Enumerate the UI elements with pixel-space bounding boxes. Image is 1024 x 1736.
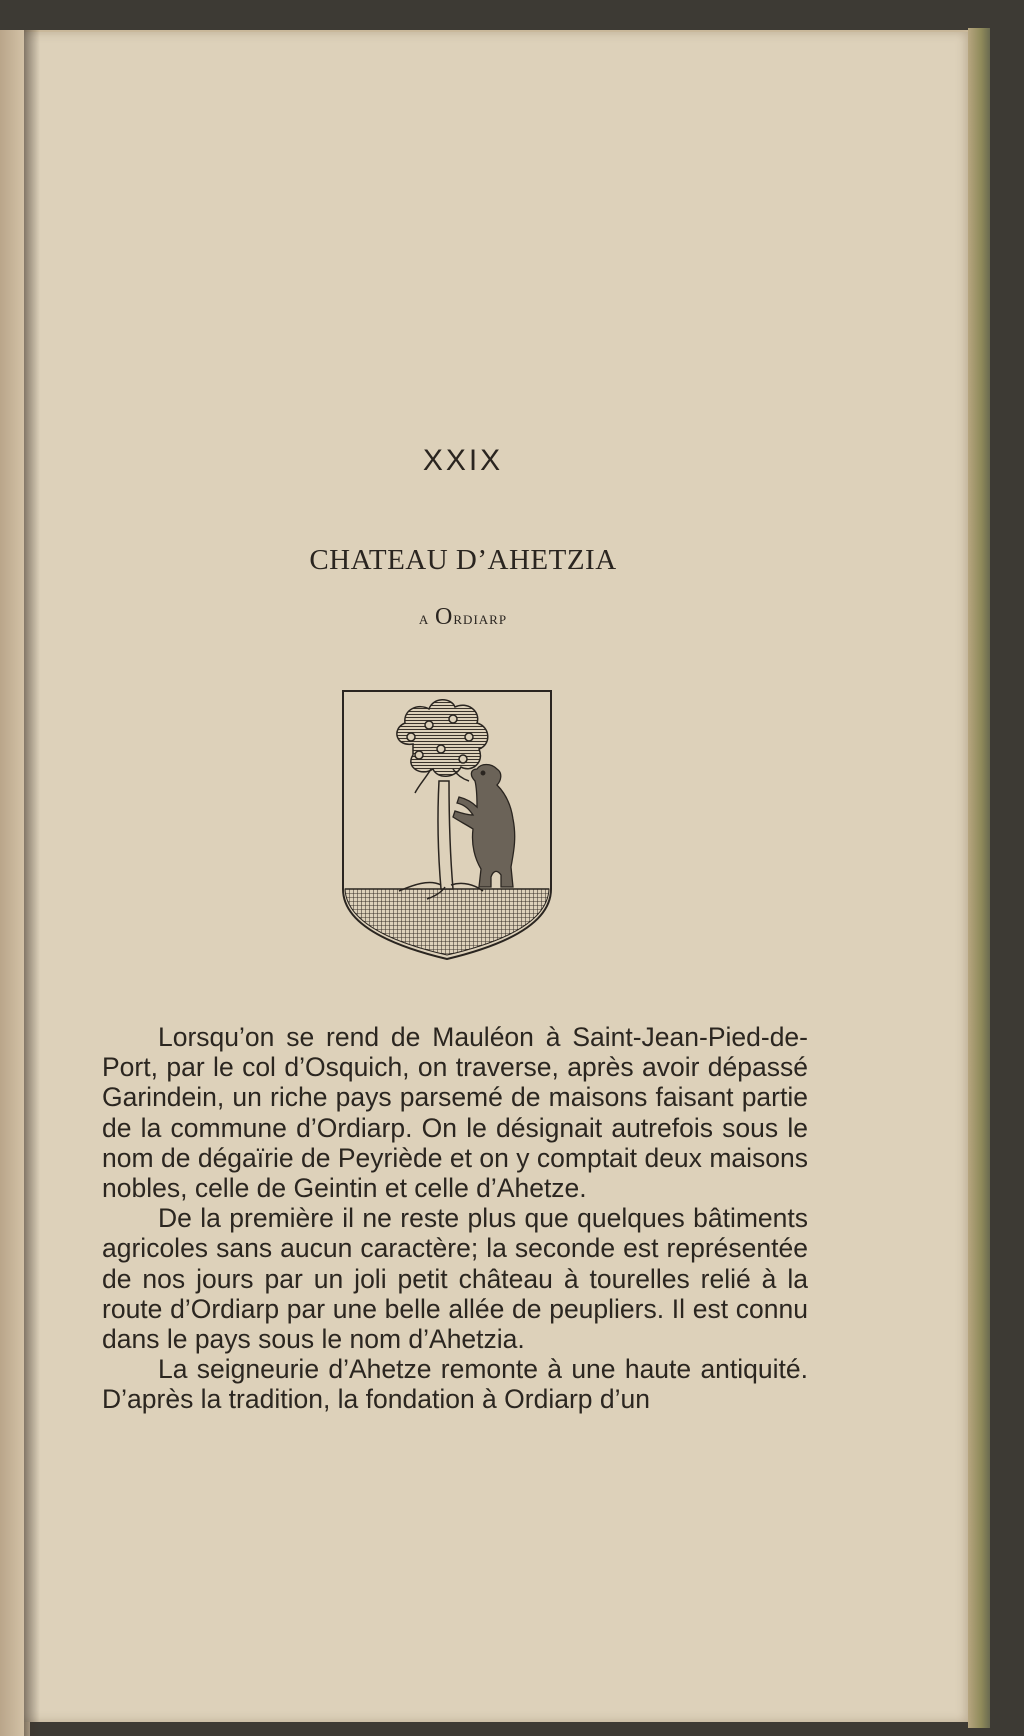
chapter-number: XXIX bbox=[422, 444, 504, 477]
paragraph-3: La seigneurie d’Ahetze remonte à une haute antiquité. D’après la tradition, la fondation à Ordiarp d’un bbox=[102, 1354, 808, 1415]
paragraph-1: Lorsqu’on se rend de Mauléon à Saint-Jean-Pied-de-Port, par le col d’Osquich, on traverse, après avoir dépassé Garindein, un riche pays parsemé de maisons faisant partie de la commune d’Ordiarp. On le désignait autrefois sous le nom de dégaïrie de Peyriède et on y comptait deux maisons nobles, celle de Geintin et celle d’Ahetze. bbox=[102, 1022, 808, 1204]
coat-of-arms bbox=[341, 689, 553, 961]
subtitle-rest: rdiarp bbox=[453, 608, 508, 629]
chapter-subtitle bbox=[24, 604, 902, 631]
tree bbox=[397, 700, 488, 899]
bear bbox=[453, 765, 515, 888]
book-page bbox=[24, 30, 972, 1722]
body-text bbox=[102, 1022, 808, 1415]
shield-base bbox=[345, 889, 549, 955]
spine-shadow bbox=[24, 30, 40, 1736]
subtitle-initial: O bbox=[435, 604, 454, 630]
right-page-edge bbox=[968, 28, 990, 1728]
chapter-title: CHATEAU D’AHETZIA bbox=[309, 544, 617, 576]
subtitle-preposition: a bbox=[418, 608, 430, 629]
paragraph-2: De la première il ne reste plus que quelques bâtiments agricoles sans aucun caractère; la seconde est représentée de nos jours par un joli petit château à tourelles relié à la route d’Ordiarp par une belle allée de peupliers. Il est connu dans le pays sous le nom d’Ahetzia. bbox=[102, 1203, 808, 1355]
